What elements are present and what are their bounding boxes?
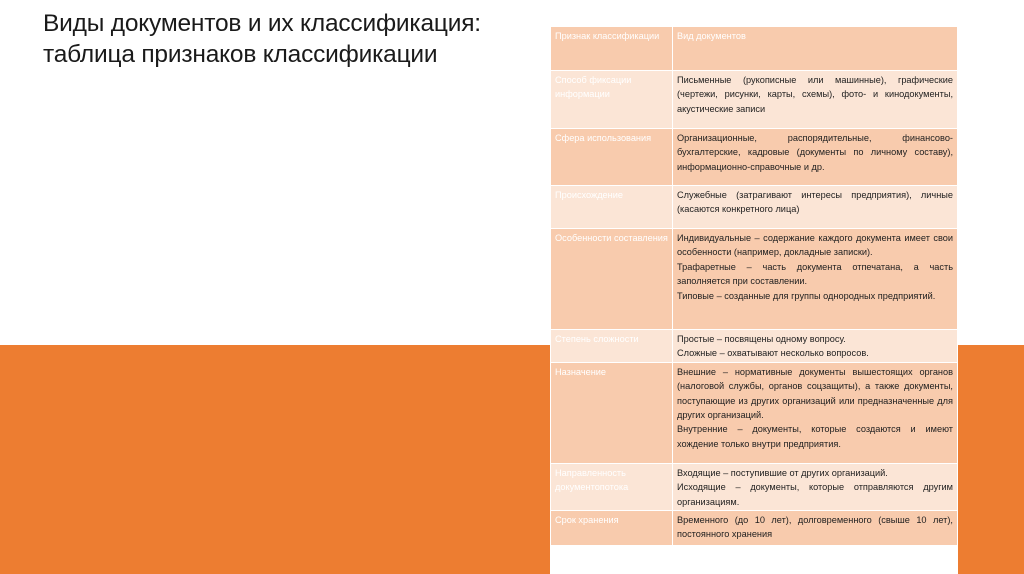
row-feature: Сфера использования xyxy=(551,129,673,186)
header-feature: Признак классификации xyxy=(551,27,673,71)
row-types xyxy=(673,511,958,546)
table-row xyxy=(551,229,958,330)
type-text: Письменные (рукописные или машинные), графические (чертежи, рисунки, карты, схемы), фото- и кинодокументы, акустические записи xyxy=(677,75,953,114)
row-types xyxy=(673,229,958,330)
type-text: Типовые – созданные для группы однородных предприятий. xyxy=(677,290,936,301)
row-types xyxy=(673,186,958,229)
header-types: Вид документов xyxy=(673,27,958,71)
type-text: Внутренние – документы, которые создаются и имеют хождение только внутри предприятия. xyxy=(677,424,953,449)
type-text: Организационные, распорядительные, финансово-бухгалтерские, кадровые (документы по личному составу), информационно-справочные и др. xyxy=(677,133,953,172)
row-feature: Происхождение xyxy=(551,186,673,229)
type-text: Временного (до 10 лет), долговременного (свыше 10 лет), постоянного хранения xyxy=(677,515,953,540)
row-feature: Срок хранения xyxy=(551,511,673,546)
table-row xyxy=(551,71,958,129)
type-text: Внешние – нормативные документы вышестоящих органов (налоговой службы, органов соцзащиты), а также документы, поступающие из других организаций или предназначенные для других организаций. xyxy=(677,366,953,421)
row-types xyxy=(673,71,958,129)
classification-table xyxy=(550,26,958,546)
type-text: Служебные (затрагивают интересы предприятия), личные (касаются конкретного лица) xyxy=(677,190,953,215)
type-text: Исходящие – документы, которые отправляются другим организациям. xyxy=(677,482,953,507)
orange-decor-band xyxy=(0,345,550,574)
table-row xyxy=(551,186,958,229)
table-row xyxy=(551,362,958,463)
table-row xyxy=(551,330,958,363)
table-row xyxy=(551,511,958,546)
type-text: Входящие – поступившие от других организаций. xyxy=(677,467,888,478)
type-text: Простые – посвящены одному вопросу. xyxy=(677,334,846,344)
slide-title: Виды документов и их классификация: таблица признаков классификации xyxy=(43,10,481,68)
type-text: Индивидуальные – содержание каждого документа имеет свои особенности (например, докладные записки). xyxy=(677,233,953,258)
row-types xyxy=(673,362,958,463)
row-feature: Способ фиксации информации xyxy=(551,71,673,129)
type-text: Трафаретные – часть документа отпечатана, а часть заполняется при составлении. xyxy=(677,261,953,287)
type-text: Сложные – охватывают несколько вопросов. xyxy=(677,348,869,359)
orange-decor-strip xyxy=(958,345,1024,574)
row-feature: Назначение xyxy=(551,362,673,463)
table-row xyxy=(551,129,958,186)
row-types xyxy=(673,463,958,510)
row-feature: Направленность документопотока xyxy=(551,463,673,510)
table-row xyxy=(551,463,958,510)
row-types xyxy=(673,129,958,186)
row-feature: Особенности составления xyxy=(551,229,673,330)
table-header-row xyxy=(551,27,958,71)
row-types xyxy=(673,330,958,363)
row-feature: Степень сложности xyxy=(551,330,673,363)
